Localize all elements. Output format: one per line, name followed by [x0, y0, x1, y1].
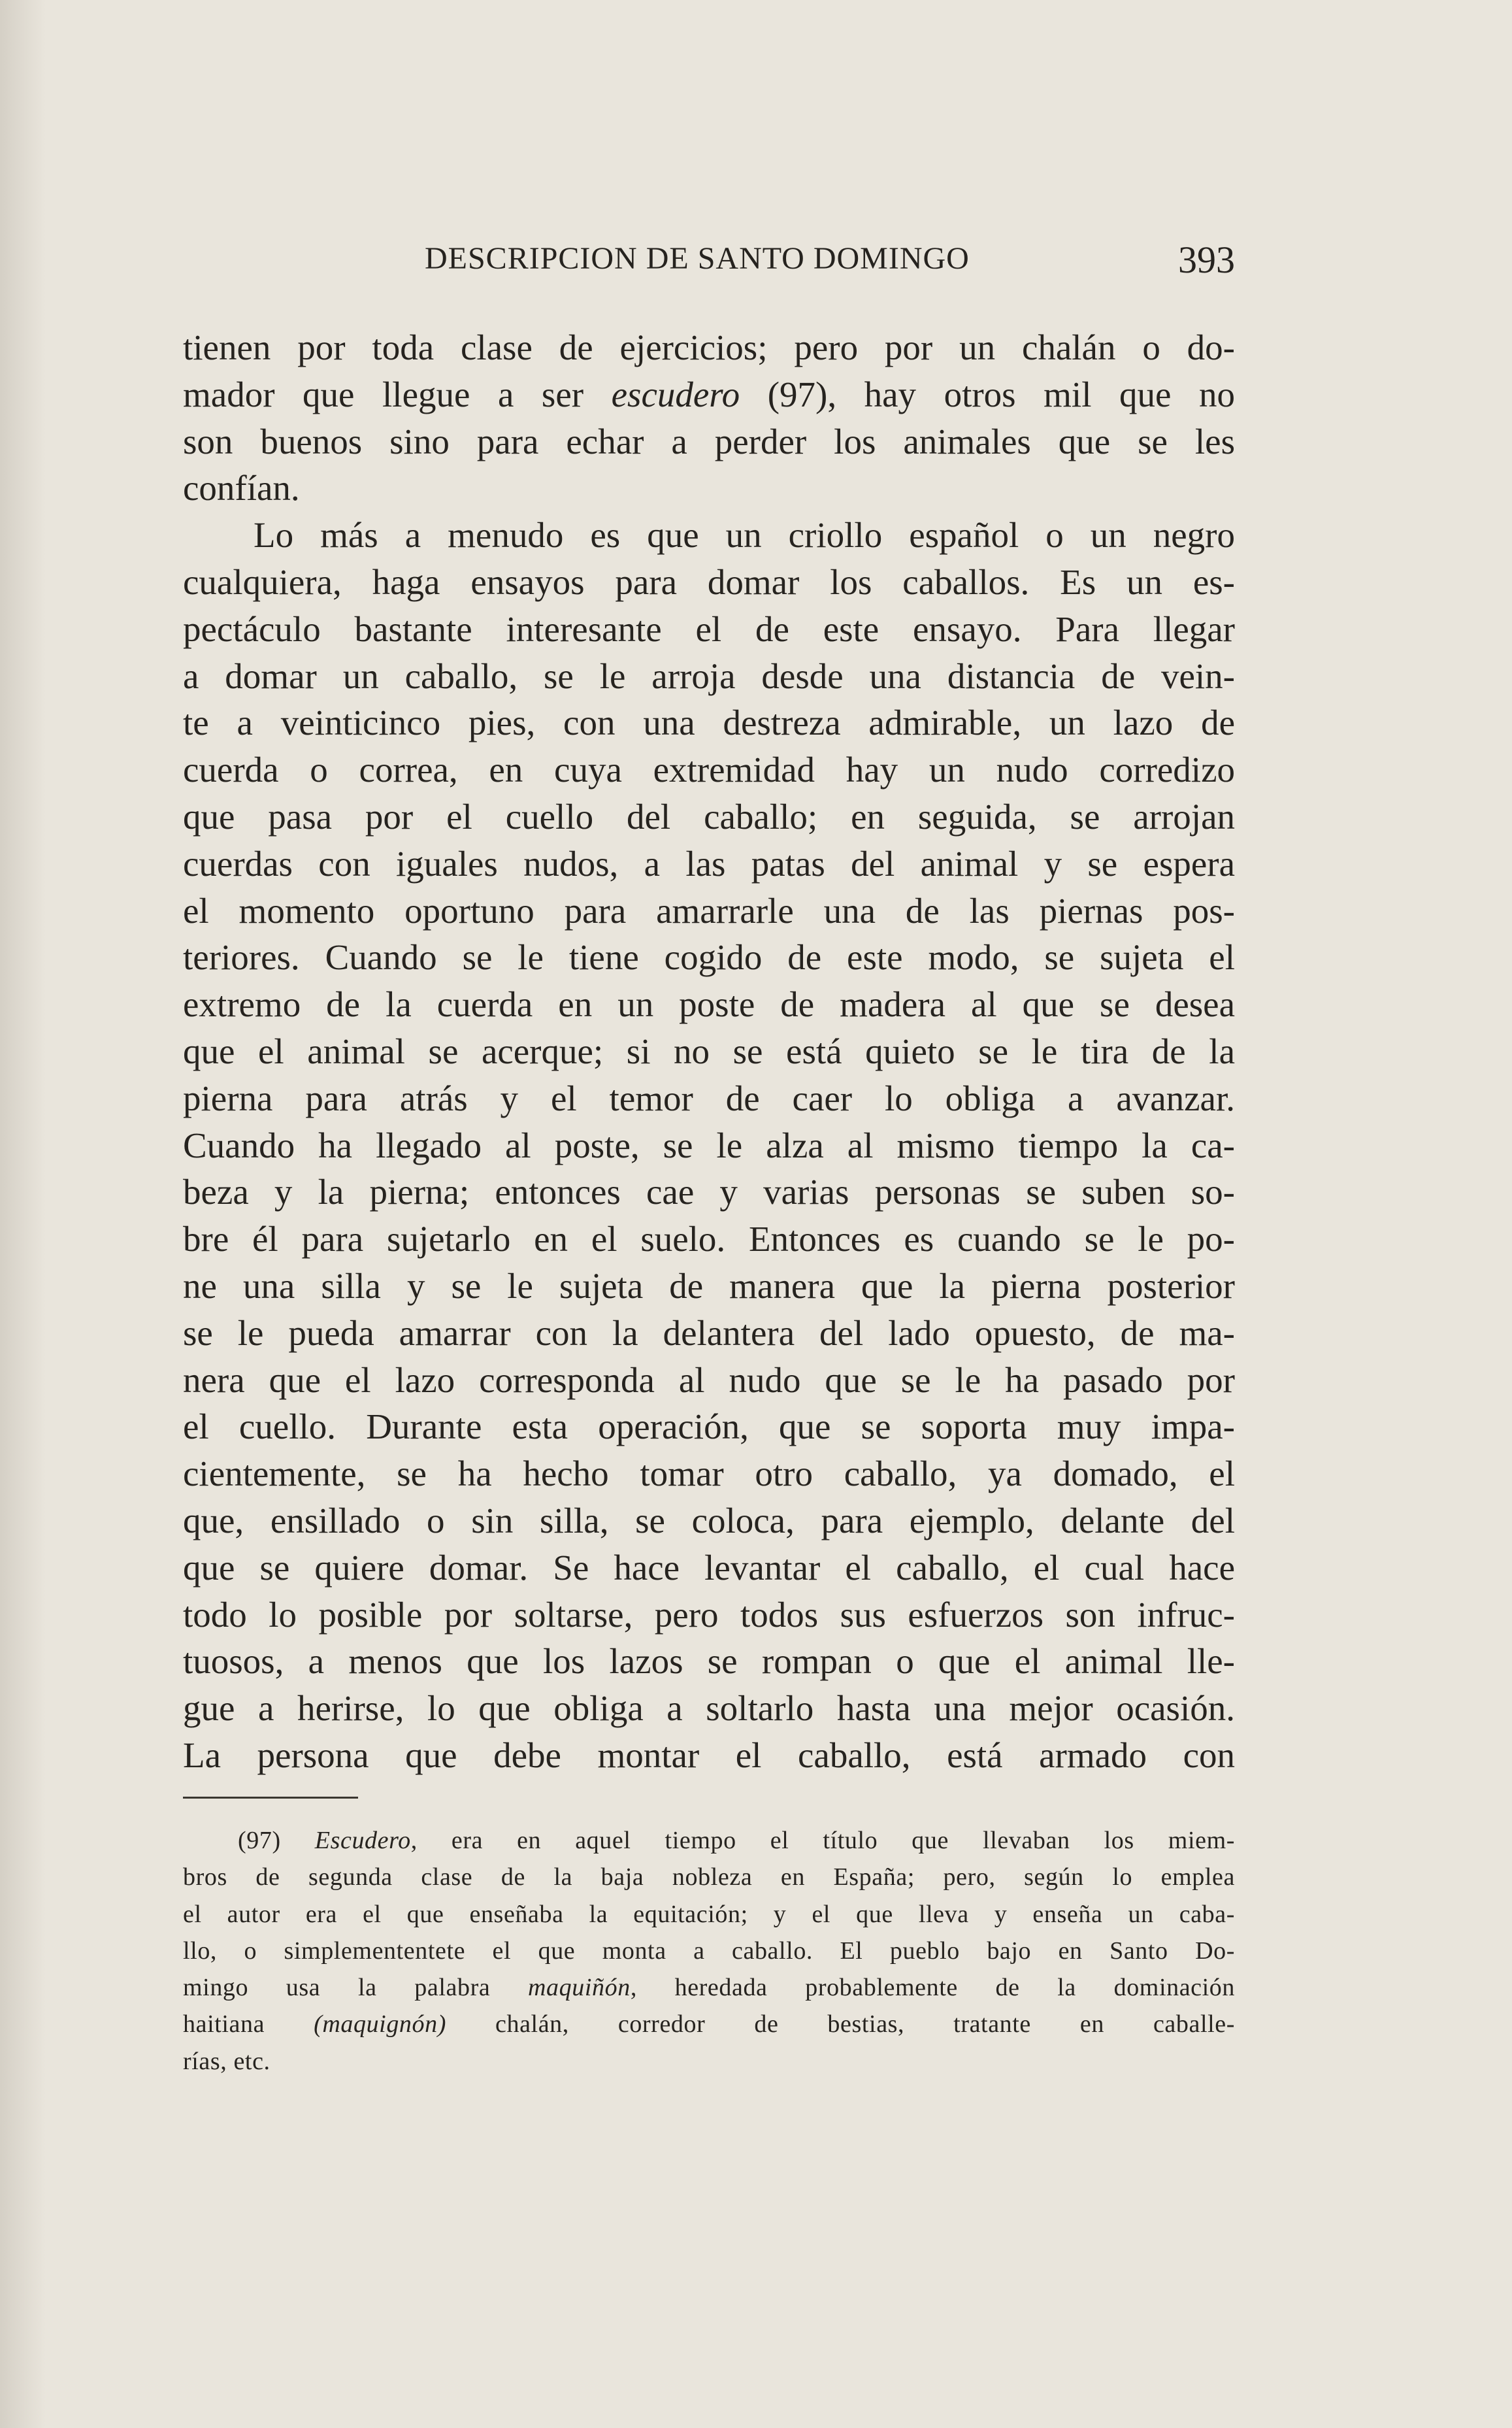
footnote-line: rías, etc.: [183, 2047, 271, 2075]
text-line: nera que el lazo corresponda al nudo que se le ha pasado por: [183, 1359, 1235, 1400]
text-segment: haitiana: [183, 2010, 314, 2038]
text-segment: chalán, corredor de bestias, tratante en caballe-: [446, 2010, 1235, 2038]
text-segment: mador que llegue a ser: [183, 374, 612, 414]
text-line: teriores. Cuando se le tiene cogido de este modo, se sujeta el: [183, 937, 1235, 978]
text-line: pierna para atrás y el temor de caer lo obliga a avanzar.: [183, 1078, 1235, 1118]
text-line: bre él para sujetarlo en el suelo. Entonces es cuando se le po-: [183, 1219, 1235, 1259]
page-number: 393: [1178, 239, 1235, 281]
footnote-term: maquiñón: [528, 1974, 631, 2002]
text-line: ne una silla y se le sujeta de manera que la pierna posterior: [183, 1265, 1235, 1306]
paragraph-start-line: [183, 1779, 1235, 1826]
text-line: que pasa por el cuello del caballo; en seguida, se arrojan: [183, 796, 1235, 837]
text-line: tuosos, a menos que los lazos se rompan o que el animal lle-: [183, 1641, 1235, 1682]
running-title: DESCRIPCION DE SANTO DOMINGO: [425, 241, 970, 276]
text-line: [183, 371, 1235, 418]
footnote-term: (maquignón): [314, 2010, 446, 2038]
page-gutter-shadow: [0, 0, 46, 2428]
running-head: [183, 241, 1235, 286]
text-segment: mingo usa la palabra: [183, 1974, 528, 2002]
footnote-line: [183, 2006, 1235, 2042]
text-line: pectáculo bastante interesante el de este ensayo. Para llegar: [183, 608, 1235, 649]
footnote-separator-rule: [183, 1797, 358, 1799]
text-line: a domar un caballo, se le arroja desde una distancia de vein-: [183, 656, 1235, 696]
footnote-line: bros de segunda clase de la baja nobleza en España; pero, según lo emplea: [183, 1863, 1235, 1891]
footnote-term: Escudero: [314, 1827, 411, 1854]
text-line: todo lo posible por soltarse, pero todos sus esfuerzos son infruc-: [183, 1594, 1235, 1635]
text-line: beza y la pierna; entonces cae y varias personas se suben so-: [183, 1172, 1235, 1212]
footnote-97: [183, 1822, 1235, 2080]
text-line: el cuello. Durante esta operación, que se soporta muy impa-: [183, 1406, 1235, 1447]
body-text: [183, 324, 1235, 1826]
text-line: el momento oportuno para amarrarle una de las piernas pos-: [183, 890, 1235, 931]
text-line: te a veinticinco pies, con una destreza admirable, un lazo de: [183, 703, 1235, 743]
text-line: que el animal se acerque; si no se está quieto se le tira de la: [183, 1031, 1235, 1071]
footnote-line: [183, 1822, 1235, 1859]
text-line: cualquiera, haga ensayos para domar los caballos. Es un es-: [183, 561, 1235, 602]
paragraph-start-line: Lo más a menudo es que un criollo español o un negro: [254, 515, 1235, 556]
text-line: se le pueda amarrar con la delantera del lado opuesto, de ma-: [183, 1312, 1235, 1353]
text-line: confían.: [183, 468, 300, 508]
footnote-line: llo, o simplemententete el que monta a caballo. El pueblo bajo en Santo Do-: [183, 1937, 1235, 1965]
text-line: que, ensillado o sin silla, se coloca, para ejemplo, delante del: [183, 1500, 1235, 1540]
text-line: tienen por toda clase de ejercicios; pero por un chalán o do-: [183, 327, 1235, 367]
text-line: Cuando ha llegado al poste, se le alza al mismo tiempo la ca-: [183, 1125, 1235, 1165]
text-segment: (97), hay otros mil que no: [740, 374, 1235, 414]
text-line: que se quiere domar. Se hace levantar el caballo, el cual hace: [183, 1547, 1235, 1588]
text-line: extremo de la cuerda en un poste de madera al que se desea: [183, 984, 1235, 1025]
footnote-line: [183, 1969, 1235, 2006]
text-line: La persona que debe montar el caballo, está armado con: [183, 1735, 1235, 1775]
italic-term-escudero: escudero: [611, 374, 740, 414]
footnote-number: (97): [238, 1827, 281, 1854]
text-line: cuerdas con iguales nudos, a las patas del animal y se espera: [183, 843, 1235, 884]
footnote-line: el autor era el que enseñaba la equitación; y el que lleva y enseña un caba-: [183, 1900, 1235, 1928]
text-line: gue a herirse, lo que obliga a soltarlo hasta una mejor ocasión.: [183, 1688, 1235, 1729]
text-line: cuerda o correa, en cuya extremidad hay un nudo corredizo: [183, 750, 1235, 790]
text-line: cientemente, se ha hecho tomar otro caballo, ya domado, el: [183, 1454, 1235, 1494]
text-line: son buenos sino para echar a perder los animales que se les: [183, 421, 1235, 461]
text-segment: , era en aquel tiempo el título que llevaban los miem-: [410, 1827, 1235, 1854]
text-segment: , heredada probablemente de la dominación: [630, 1974, 1235, 2002]
